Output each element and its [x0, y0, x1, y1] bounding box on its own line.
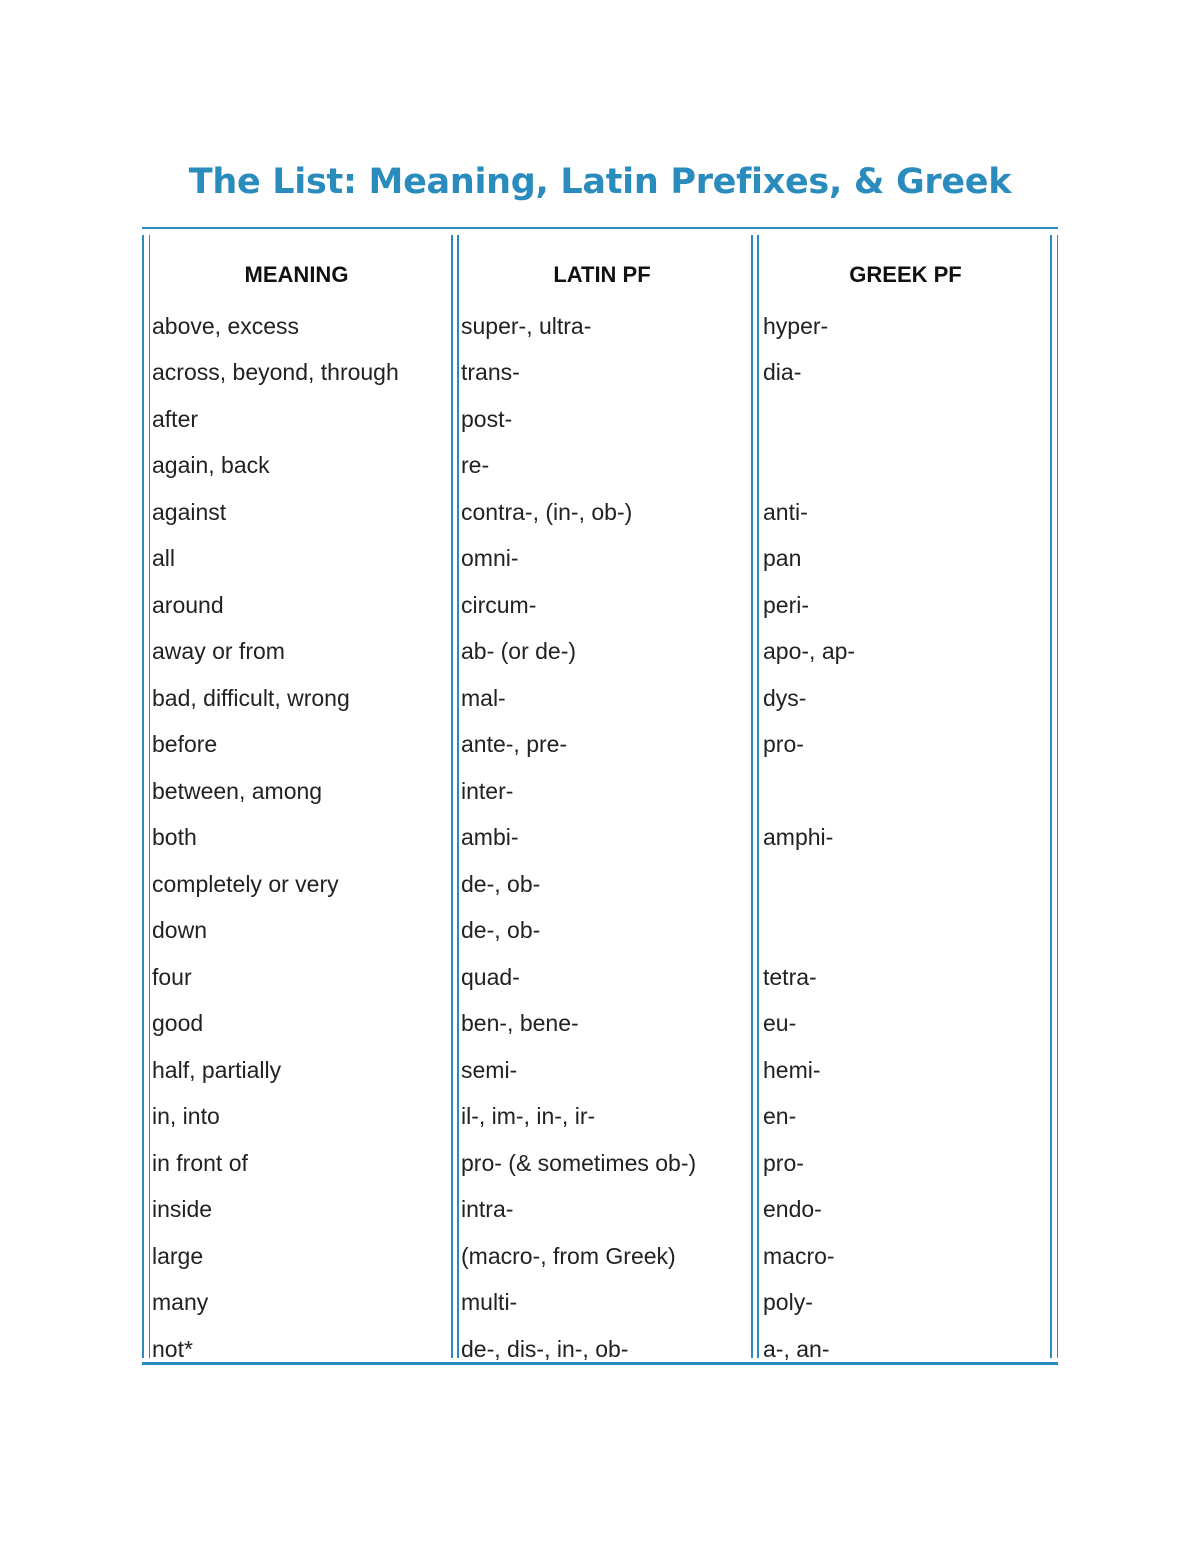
- meaning-cell: bad, difficult, wrong: [152, 684, 350, 711]
- table-row: [142, 350, 1058, 397]
- meaning-cell: not*: [152, 1335, 193, 1362]
- table-row: [142, 1326, 1058, 1373]
- latin-prefix-cell: super-, ultra-: [461, 312, 592, 339]
- meaning-cell: large: [152, 1242, 204, 1269]
- table-row: [142, 629, 1058, 676]
- table-row: [142, 443, 1058, 490]
- table-row: [142, 536, 1058, 583]
- meaning-cell: against: [152, 498, 227, 525]
- table-row: [142, 1140, 1058, 1187]
- latin-prefix-cell: ab- (or de-): [461, 638, 577, 665]
- meaning-cell: across, beyond, through: [152, 359, 399, 386]
- meaning-cell: around: [152, 591, 224, 618]
- prefix-table-grid: [142, 247, 1058, 1373]
- meaning-cell: half, partially: [152, 1056, 282, 1083]
- latin-prefix-cell: ben-, bene-: [461, 1010, 579, 1037]
- table-row: [142, 815, 1058, 862]
- greek-prefix-cell: dia-: [763, 359, 802, 386]
- table-row: [142, 861, 1058, 908]
- greek-prefix-cell: endo-: [763, 1196, 822, 1223]
- meaning-cell: before: [152, 731, 218, 758]
- greek-prefix-cell: pro-: [763, 731, 804, 758]
- greek-prefix-cell: en-: [763, 1103, 797, 1130]
- table-row: [142, 1094, 1058, 1141]
- latin-prefix-cell: post-: [461, 405, 513, 432]
- greek-prefix-cell: macro-: [763, 1242, 835, 1269]
- greek-prefix-cell: [753, 396, 1058, 443]
- meaning-cell: again, back: [152, 452, 270, 479]
- meaning-cell: completely or very: [152, 870, 339, 897]
- meaning-cell: in front of: [152, 1149, 248, 1176]
- column-header-meaning: MEANING: [244, 262, 349, 287]
- greek-prefix-cell: apo-, ap-: [763, 638, 856, 665]
- table-row: [142, 1280, 1058, 1327]
- latin-prefix-cell: il-, im-, in-, ir-: [461, 1103, 596, 1130]
- latin-prefix-cell: contra-, (in-, ob-): [461, 498, 633, 525]
- greek-prefix-cell: dys-: [763, 684, 807, 711]
- table-row: [142, 1187, 1058, 1234]
- latin-prefix-cell: quad-: [461, 963, 520, 990]
- latin-prefix-cell: ante-, pre-: [461, 731, 568, 758]
- latin-prefix-cell: inter-: [461, 777, 514, 804]
- prefix-table: [142, 227, 1058, 1365]
- meaning-cell: good: [152, 1010, 204, 1037]
- table-row: [142, 489, 1058, 536]
- greek-prefix-cell: pan: [763, 545, 802, 572]
- meaning-cell: all: [152, 545, 176, 572]
- latin-prefix-cell: de-, ob-: [461, 917, 541, 944]
- table-row: [142, 675, 1058, 722]
- greek-prefix-cell: peri-: [763, 591, 810, 618]
- greek-prefix-cell: anti-: [763, 498, 808, 525]
- greek-prefix-cell: tetra-: [763, 963, 817, 990]
- meaning-cell: both: [152, 824, 197, 851]
- table-row: [142, 1233, 1058, 1280]
- meaning-cell: many: [152, 1289, 209, 1316]
- meaning-cell: four: [152, 963, 192, 990]
- meaning-cell: after: [152, 405, 199, 432]
- column-header-latin: LATIN PF: [553, 262, 651, 287]
- greek-prefix-cell: poly-: [763, 1289, 813, 1316]
- greek-prefix-cell: [753, 908, 1058, 955]
- meaning-cell: away or from: [152, 638, 285, 665]
- latin-prefix-cell: de-, dis-, in-, ob-: [461, 1335, 629, 1362]
- meaning-cell: down: [152, 917, 207, 944]
- latin-prefix-cell: pro- (& sometimes ob-): [461, 1149, 697, 1176]
- latin-prefix-cell: omni-: [461, 545, 519, 572]
- latin-prefix-cell: (macro-, from Greek): [461, 1242, 676, 1269]
- page-title: The List: Meaning, Latin Prefixes, & Greek: [188, 162, 1012, 202]
- latin-prefix-cell: semi-: [461, 1056, 518, 1083]
- greek-prefix-cell: hyper-: [763, 312, 829, 339]
- column-header-greek: GREEK PF: [849, 262, 962, 287]
- greek-prefix-cell: [753, 861, 1058, 908]
- greek-prefix-cell: eu-: [763, 1010, 797, 1037]
- latin-prefix-cell: circum-: [461, 591, 537, 618]
- table-row: [142, 768, 1058, 815]
- greek-prefix-cell: a-, an-: [763, 1335, 830, 1362]
- table-row: [142, 303, 1058, 350]
- meaning-cell: in, into: [152, 1103, 220, 1130]
- table-row: [142, 396, 1058, 443]
- table-row: [142, 908, 1058, 955]
- table-row: [142, 582, 1058, 629]
- table-row: [142, 954, 1058, 1001]
- table-row: [142, 1047, 1058, 1094]
- meaning-cell: above, excess: [152, 312, 300, 339]
- latin-prefix-cell: trans-: [461, 359, 520, 386]
- greek-prefix-cell: [753, 768, 1058, 815]
- greek-prefix-cell: amphi-: [763, 824, 834, 851]
- table-header-row: [142, 247, 1058, 303]
- table-row: [142, 1001, 1058, 1048]
- latin-prefix-cell: de-, ob-: [461, 870, 541, 897]
- latin-prefix-cell: re-: [461, 452, 490, 479]
- latin-prefix-cell: intra-: [461, 1196, 514, 1223]
- latin-prefix-cell: ambi-: [461, 824, 519, 851]
- latin-prefix-cell: mal-: [461, 684, 506, 711]
- greek-prefix-cell: pro-: [763, 1149, 804, 1176]
- greek-prefix-cell: hemi-: [763, 1056, 821, 1083]
- meaning-cell: inside: [152, 1196, 213, 1223]
- meaning-cell: between, among: [152, 777, 323, 804]
- greek-prefix-cell: [753, 443, 1058, 490]
- latin-prefix-cell: multi-: [461, 1289, 518, 1316]
- table-row: [142, 722, 1058, 769]
